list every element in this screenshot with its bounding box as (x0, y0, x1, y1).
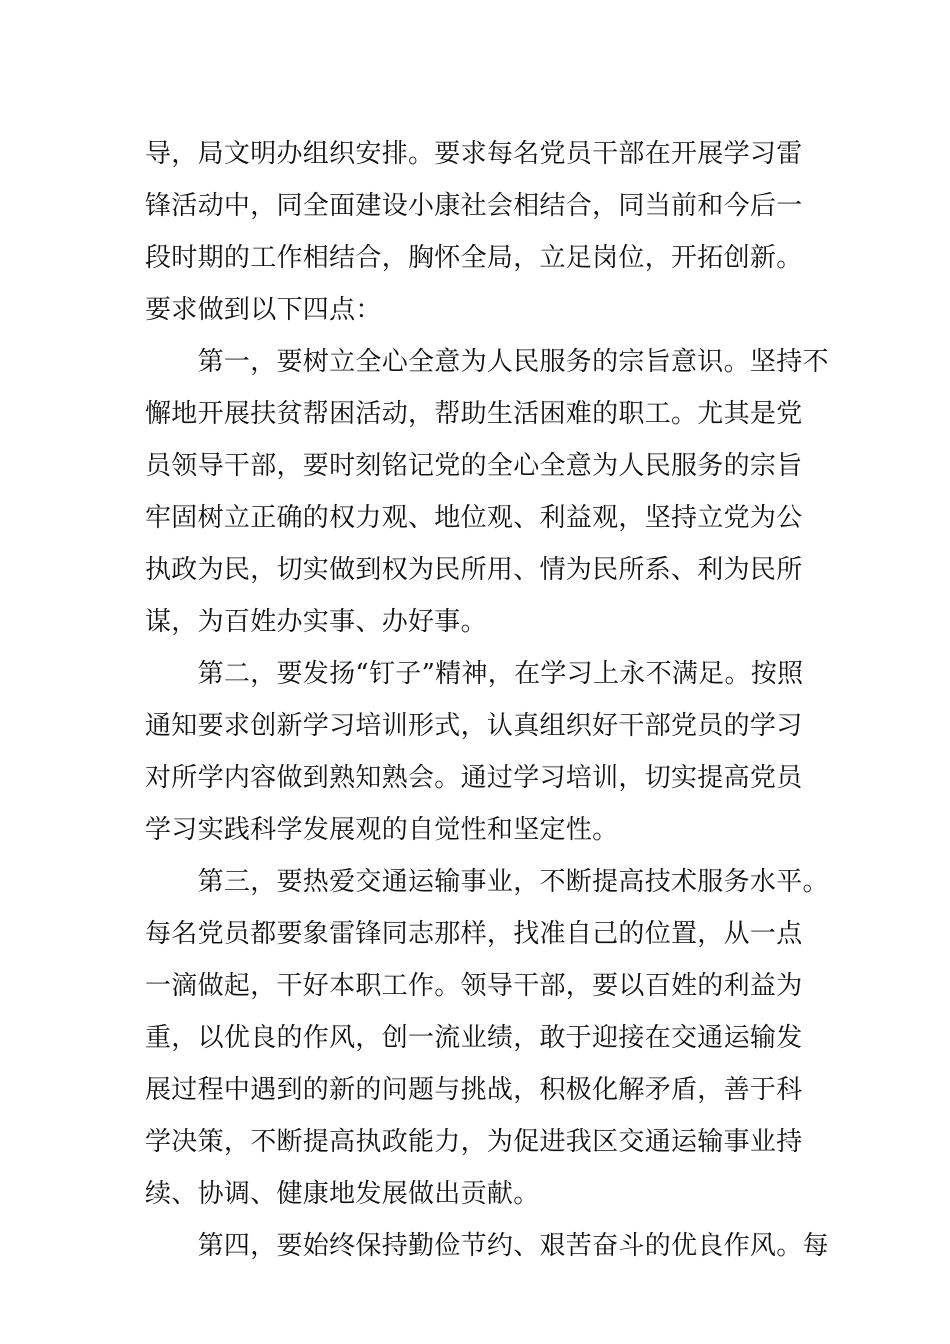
text-line: 学决策，不断提高执政能力，为促进我区交通运输事业持 (145, 1127, 803, 1157)
text-line: 第三，要热爱交通运输事业，不断提高技术服务水平。 (145, 867, 829, 897)
text-line: 导，局文明办组织安排。要求每名党员干部在开展学习雷 (145, 139, 803, 169)
text-line: 每名党员都要象雷锋同志那样，找准自己的位置，从一点 (145, 919, 803, 949)
text-line: 展过程中遇到的新的问题与挑战，积极化解矛盾，善于科 (145, 1075, 803, 1105)
text-line: 续、协调、健康地发展做出贡献。 (145, 1179, 540, 1209)
text-line: 第二，要发扬“钉子”精神，在学习上永不满足。按照 (145, 659, 804, 689)
text-line: 第一，要树立全心全意为人民服务的宗旨意识。坚持不 (145, 347, 829, 377)
text-line: 一滴做起，干好本职工作。领导干部，要以百姓的利益为 (145, 971, 803, 1001)
text-line: 学习实践科学发展观的自觉性和坚定性。 (145, 815, 619, 845)
text-line: 执政为民，切实做到权为民所用、情为民所系、利为民所 (145, 555, 803, 585)
text-line: 锋活动中，同全面建设小康社会相结合，同当前和今后一 (145, 191, 803, 221)
text-line: 重，以优良的作风，创一流业绩，敢于迎接在交通运输发 (145, 1023, 803, 1053)
text-line: 牢固树立正确的权力观、地位观、利益观，坚持立党为公 (145, 503, 803, 533)
text-line: 要求做到以下四点： (145, 295, 382, 325)
text-line: 懈地开展扶贫帮困活动，帮助生活困难的职工。尤其是党 (145, 399, 803, 429)
text-line: 通知要求创新学习培训形式，认真组织好干部党员的学习 (145, 711, 803, 741)
text-line: 第四，要始终保持勤俭节约、艰苦奋斗的优良作风。每 (145, 1231, 829, 1261)
text-line: 员领导干部，要时刻铭记党的全心全意为人民服务的宗旨 (145, 451, 803, 481)
text-line: 对所学内容做到熟知熟会。通过学习培训，切实提高党员 (145, 763, 803, 793)
text-line: 段时期的工作相结合，胸怀全局，立足岗位，开拓创新。 (145, 243, 803, 273)
document-body (145, 128, 829, 1272)
text-line: 谋，为百姓办实事、办好事。 (145, 607, 487, 637)
